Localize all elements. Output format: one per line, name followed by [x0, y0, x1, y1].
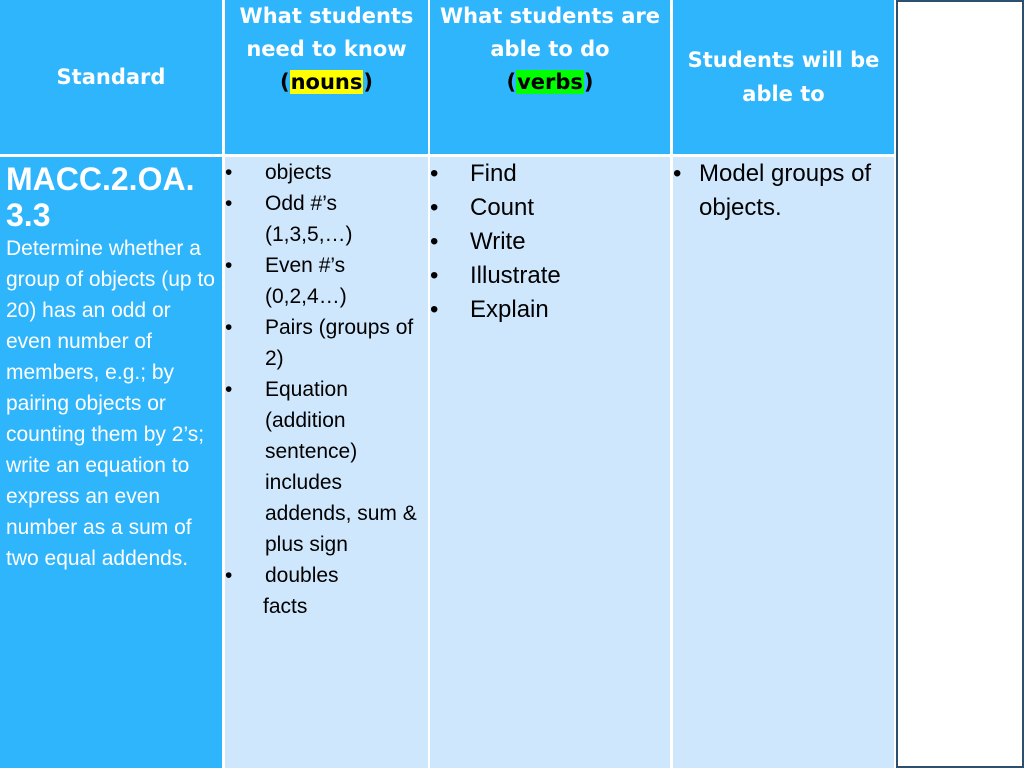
bullet-icon: •: [225, 564, 233, 587]
list-item: • Model groups of objects.: [673, 157, 894, 225]
verbs-list: [430, 157, 670, 327]
bullet-icon: •: [430, 262, 439, 289]
header-know-line2: need to know: [246, 37, 407, 61]
bullet-icon: •: [430, 160, 439, 187]
outcomes-list: [673, 157, 894, 225]
bullet-icon: •: [225, 316, 233, 339]
header-will-be-able: [673, 0, 894, 154]
list-item: • Odd #’s (1,3,5,…): [225, 188, 428, 250]
header-know-open: (: [280, 70, 290, 94]
header-do-line1: What students are: [440, 4, 660, 28]
header-standard-label: Standard: [56, 65, 166, 89]
header-do-close: ): [583, 70, 594, 94]
bullet-icon: •: [225, 254, 233, 277]
nouns-cell: [225, 157, 428, 768]
list-item: • Explain: [430, 293, 670, 327]
list-item: • Count: [430, 191, 670, 225]
list-item: • Write: [430, 225, 670, 259]
bullet-icon: •: [430, 296, 439, 323]
header-know-close: ): [363, 70, 373, 94]
header-will-line1: Students will be: [687, 48, 880, 72]
side-panel: [896, 0, 1024, 768]
header-able-to-do: [430, 0, 670, 154]
outcomes-cell: [673, 157, 894, 768]
header-standard: [0, 0, 222, 154]
bullet-icon: •: [225, 378, 233, 401]
nouns-highlight: nouns: [290, 70, 363, 94]
list-item: • Find: [430, 157, 670, 191]
bullet-icon: •: [430, 228, 439, 255]
list-item: • Equation (addition sentence) includes addends, sum & plus sign: [225, 374, 428, 560]
header-know-line1: What students: [239, 4, 414, 28]
bullet-icon: •: [225, 161, 233, 184]
header-know-line3: [225, 66, 428, 99]
nouns-trailing-text: facts: [263, 595, 308, 618]
list-item: • Illustrate: [430, 259, 670, 293]
nouns-list: [225, 157, 428, 591]
list-item: • Even #’s (0,2,4…): [225, 250, 428, 312]
header-need-to-know: [225, 0, 428, 154]
list-item: • objects: [225, 157, 428, 188]
header-do-line3: [430, 66, 670, 99]
standard-cell: [0, 157, 222, 768]
header-do-open: (: [506, 70, 517, 94]
header-will-line2: able to: [742, 82, 825, 106]
bullet-icon: •: [430, 194, 439, 221]
standard-description: Determine whether a group of objects (up to 20) has an odd or even number of members, e.g.; by pairing objects or counting them by 2’s; write an equation to express an even number as a sum of two equal addends.: [6, 237, 215, 570]
bullet-icon: •: [673, 160, 682, 187]
verbs-cell: [430, 157, 670, 768]
verbs-highlight: verbs: [517, 70, 583, 94]
header-do-line2: able to do: [490, 37, 610, 61]
list-item: • doubles: [225, 560, 428, 591]
standard-code: MACC.2.OA.3.3: [6, 161, 195, 233]
list-item: • Pairs (groups of 2): [225, 312, 428, 374]
bullet-icon: •: [225, 192, 233, 215]
